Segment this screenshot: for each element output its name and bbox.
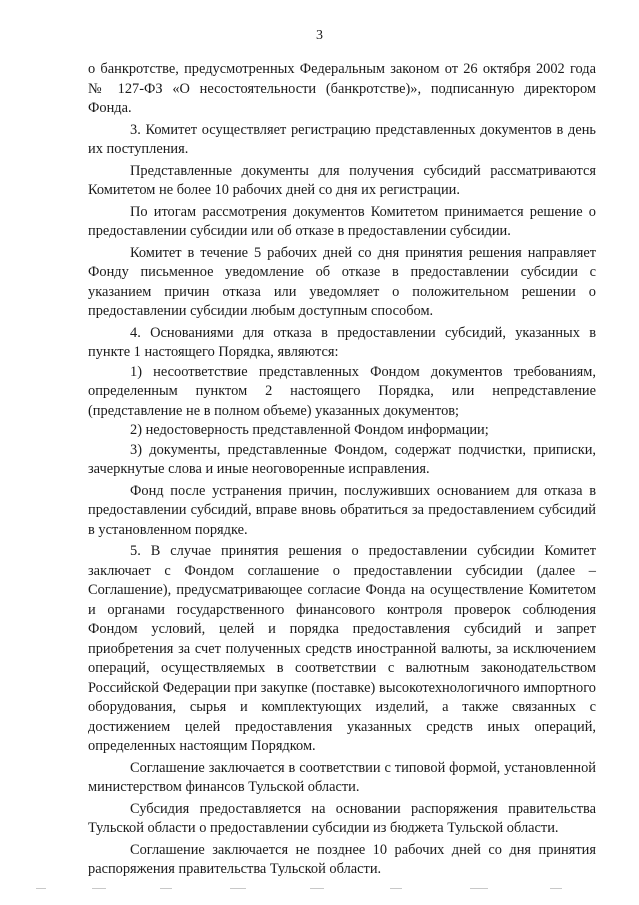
paragraph-notification: Комитет в течение 5 рабочих дней со дня принятия решения направляет Фонду письменное уведомление об отказе в предоставлении субсидии с указанием причин отказа или уведомляет о положительном решении о предоставлении субсидии любым доступным способом.	[88, 244, 596, 319]
page-number: 3	[316, 28, 323, 43]
scan-artifacts	[0, 880, 639, 900]
paragraph-review-period: Представленные документы для получения субсидий рассматриваются Комитетом не более 10 рабочих дней со дня их регистрации.	[88, 162, 596, 198]
paragraph-agreement-deadline: Соглашение заключается не позднее 10 рабочих дней со дня принятия распоряжения правительства Тульской области.	[88, 841, 596, 877]
paragraph-item-4: 4. Основаниями для отказа в предоставлении субсидий, указанных в пункте 1 настоящего Порядка, являются:	[88, 324, 596, 360]
paragraph-decision: По итогам рассмотрения документов Комитетом принимается решение о предоставлении субсидии или об отказе в предоставлении субсидии.	[88, 203, 596, 239]
list-item-3: 3) документы, представленные Фондом, содержат подчистки, приписки, зачеркнутые слова и иные неоговоренные исправления.	[88, 441, 596, 477]
list-item-1: 1) несоответствие представленных Фондом документов требованиям, определенным пунктом 2 настоящего Порядка, или непредставление (представление не в полном объеме) указанных документов;	[88, 363, 596, 419]
document-body	[88, 60, 596, 880]
paragraph-continuation: о банкротстве, предусмотренных Федеральным законом от 26 октября 2002 года № 127-ФЗ «О несостоятельности (банкротстве)», подписанную директором Фонда.	[88, 61, 596, 116]
paragraph-agreement-form: Соглашение заключается в соответствии с типовой формой, установленной министерством финансов Тульской области.	[88, 759, 596, 795]
paragraph-item-5: 5. В случае принятия решения о предоставлении субсидии Комитет заключает с Фондом соглашение о предоставлении субсидии (далее – Соглашение), предусматривающее согласие Фонда на осуществление Комитетом и органами государственного финансового контроля проверок соблюдения Фондом условий, целей и порядка предоставления субсидий и запрет приобретения за счет полученных средств иностранной валюты, за исключением операций, осуществляемых в соответствии с валютным законодательством Российской Федерации при закупке (поставке) высокотехнологичного импортного оборудования, сырья и комплектующих изделий, а также связанных с достижением целей предоставления указанных средств иных операций, определенных настоящим Порядком.	[88, 543, 596, 754]
paragraph-subsidy-basis: Субсидия предоставляется на основании распоряжения правительства Тульской области о предоставлении субсидии из бюджета Тульской области.	[88, 800, 596, 836]
paragraph-reapply: Фонд после устранения причин, послуживших основанием для отказа в предоставлении субсидий, вправе вновь обратиться за предоставлением субсидий в установленном порядке.	[88, 482, 596, 538]
list-item-2: 2) недостоверность представленной Фондом информации;	[130, 422, 489, 438]
paragraph-item-3: 3. Комитет осуществляет регистрацию представленных документов в день их поступления.	[88, 121, 596, 157]
